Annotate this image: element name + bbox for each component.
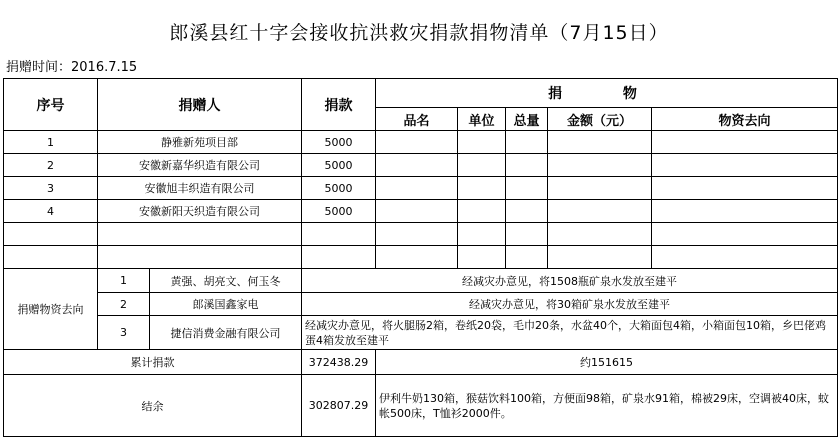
header-total-qty: 总量 <box>506 108 548 131</box>
header-donor: 捐赠人 <box>98 79 302 131</box>
goods-seq: 2 <box>98 293 150 316</box>
header-unit: 单位 <box>458 108 506 131</box>
row-donor: 静雅新苑项目部 <box>98 131 302 154</box>
header-value: 金额（元） <box>548 108 652 131</box>
goods-donor: 黄强、胡亮文、何玉冬 <box>150 269 302 293</box>
row-seq: 2 <box>4 154 98 177</box>
table-row <box>4 177 838 200</box>
goods-donor: 捷信消费金融有限公司 <box>150 316 302 350</box>
table-row <box>4 154 838 177</box>
row-amount: 5000 <box>302 131 376 154</box>
header-item-name: 品名 <box>376 108 458 131</box>
row-donor: 安徽新阳天织造有限公司 <box>98 200 302 223</box>
row-donor: 安徽旭丰织造有限公司 <box>98 177 302 200</box>
balance-label: 结余 <box>4 375 302 437</box>
goods-destination-label: 捐赠物资去向 <box>4 269 98 350</box>
row-donor: 安徽新嘉华织造有限公司 <box>98 154 302 177</box>
empty-row <box>4 223 838 246</box>
goods-destination-row <box>4 293 838 316</box>
row-amount: 5000 <box>302 177 376 200</box>
header-goods: 捐 物 <box>376 79 838 108</box>
goods-note: 经减灾办意见，将30箱矿泉水发放至建平 <box>302 293 838 316</box>
table-row <box>4 131 838 154</box>
goods-note: 经减灾办意见，将火腿肠2箱，卷纸20袋，毛巾20条，水盆40个，大箱面包4箱，小箱面包10箱，乡巴佬鸡蛋4箱发放至建平 <box>302 316 838 350</box>
goods-donor: 郎溪国鑫家电 <box>150 293 302 316</box>
donation-date: 捐赠时间：2016.7.15 <box>6 60 138 75</box>
table-row <box>4 200 838 223</box>
donation-table <box>3 78 838 437</box>
header-amount: 捐款 <box>302 79 376 131</box>
balance-goods: 伊利牛奶130箱，猴菇饮料100箱，方便面98箱，矿泉水91箱，棉被29床，空调被40床，蚊帐500床，T恤衫2000件。 <box>376 375 838 437</box>
cumulative-amount: 372438.29 <box>302 350 376 375</box>
row-amount: 5000 <box>302 154 376 177</box>
cumulative-label: 累计捐款 <box>4 350 302 375</box>
row-seq: 4 <box>4 200 98 223</box>
row-seq: 1 <box>4 131 98 154</box>
page-title: 郎溪县红十字会接收抗洪救灾捐款捐物清单（7月15日） <box>169 22 669 44</box>
goods-destination-row <box>4 316 838 350</box>
cumulative-row <box>4 350 838 375</box>
goods-seq: 1 <box>98 269 150 293</box>
balance-row <box>4 375 838 437</box>
row-amount: 5000 <box>302 200 376 223</box>
goods-seq: 3 <box>98 316 150 350</box>
empty-row <box>4 246 838 269</box>
balance-amount: 302807.29 <box>302 375 376 437</box>
header-seq: 序号 <box>4 79 98 131</box>
goods-note: 经减灾办意见，将1508瓶矿泉水发放至建平 <box>302 269 838 293</box>
goods-destination-row <box>4 269 838 293</box>
header-destination: 物资去向 <box>652 108 838 131</box>
cumulative-goods: 约151615 <box>376 350 838 375</box>
row-seq: 3 <box>4 177 98 200</box>
